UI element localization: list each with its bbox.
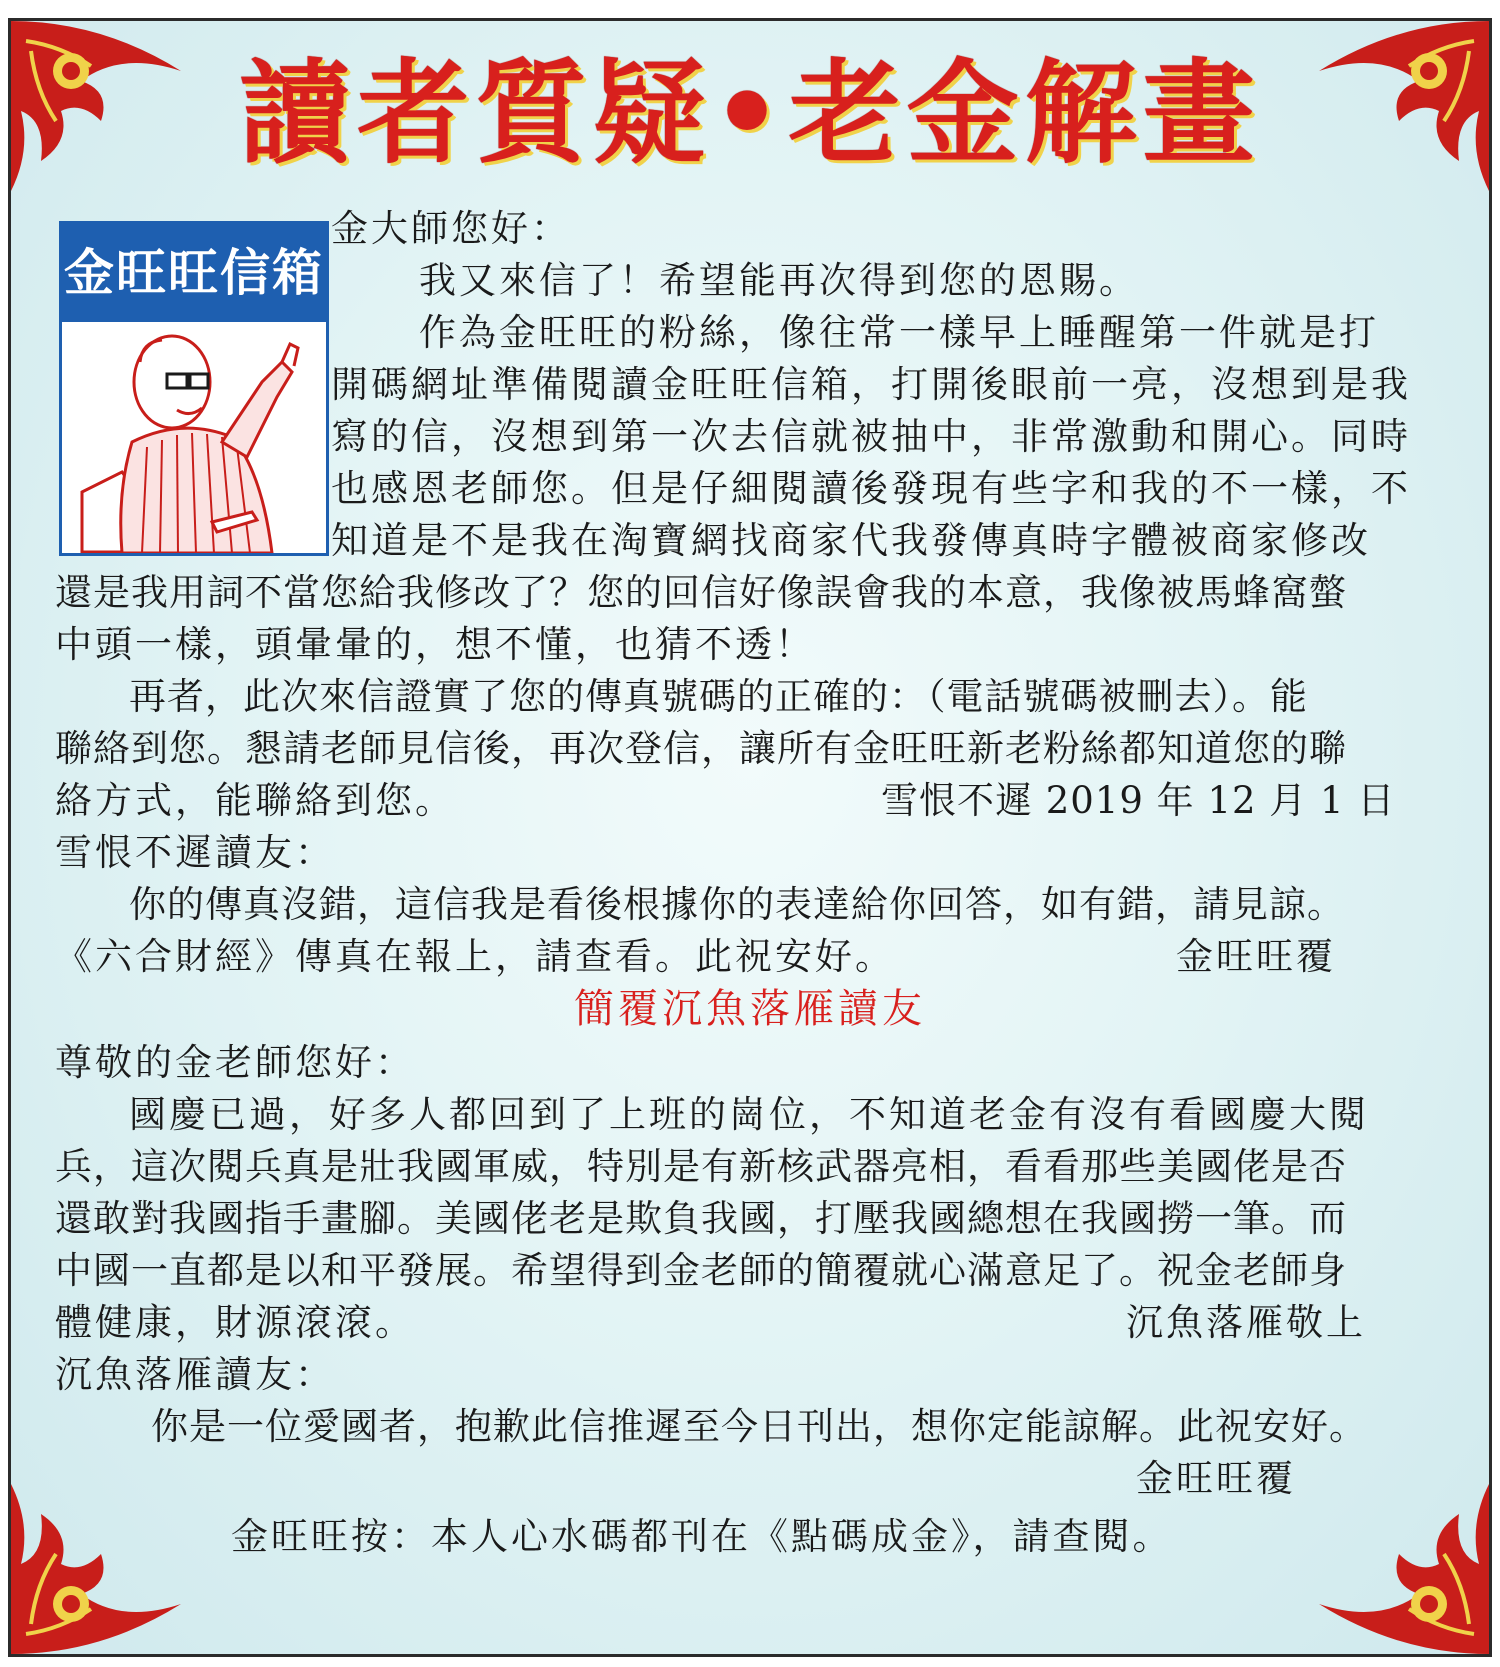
reply2-line: 你是一位愛國者，抱歉此信推遲至今日刊出，想你定能諒解。此祝安好。 [151, 1405, 1367, 1448]
letter1-signature: 雪恨不遲 2019 年 12 月 1 日 [881, 779, 1396, 822]
letter1-line: 作為金旺旺的粉絲，像往常一樣早上睡醒第一件就是打 [419, 311, 1379, 354]
reply2-greeting: 沉魚落雁讀友： [55, 1353, 335, 1396]
letter2-line: 體健康，財源滾滾。 [55, 1301, 415, 1344]
reply1-signature: 金旺旺覆 [1176, 935, 1336, 978]
letter2-line: 還敢對我國指手畫腳。美國佬老是欺負我國，打壓我國總想在我國撈一筆。而 [55, 1197, 1347, 1240]
letter1-line: 也感恩老師您。但是仔細閱讀後發現有些字和我的不一樣，不 [331, 467, 1411, 510]
corner-ornament-bottom-right [1309, 1474, 1492, 1657]
article-frame [8, 18, 1492, 1657]
letter1-line: 中頭一樣，頭暈暈的，想不懂，也猜不透！ [55, 623, 815, 666]
corner-ornament-bottom-left [8, 1474, 191, 1657]
letter2-line: 國慶已過，好多人都回到了上班的崗位，不知道老金有沒有看國慶大閱 [129, 1093, 1369, 1136]
letter1-line: 還是我用詞不當您給我修改了？您的回信好像誤會我的本意，我像被馬蜂窩螫 [55, 571, 1347, 614]
letter2-signature: 沉魚落雁敬上 [1126, 1301, 1366, 1344]
headline: 讀者質疑•老金解畫 [239, 48, 1261, 179]
man-pointing-illustration [62, 322, 326, 553]
letter2-line: 中國一直都是以和平發展。希望得到金老師的簡覆就心滿意足了。祝金老師身 [55, 1249, 1347, 1292]
letter1-line: 絡方式，能聯絡到您。 [55, 779, 455, 822]
reply2-signature: 金旺旺覆 [1136, 1457, 1296, 1500]
letter2-greeting: 尊敬的金老師您好： [55, 1041, 415, 1084]
footer-note: 金旺旺按：本人心水碼都刊在《點碼成金》，請查閱。 [231, 1515, 1173, 1558]
reply1-line: 《六合財經》傳真在報上，請查看。此祝安好。 [55, 935, 895, 978]
letter1-line: 我又來信了！希望能再次得到您的恩賜。 [419, 259, 1139, 302]
letter2-line: 兵，這次閱兵真是壯我國軍威，特別是有新核武器亮相，看看那些美國佬是否 [55, 1145, 1347, 1188]
reply1-line: 你的傳真沒錯，這信我是看後根據你的表達給你回答，如有錯，請見諒。 [129, 883, 1345, 926]
mailbox-label: 金旺旺信箱 [62, 224, 326, 322]
letter1-line: 知道是不是我在淘寶網找商家代我發傳真時字體被商家修改 [331, 519, 1371, 562]
letter1-greeting: 金大師您好： [331, 207, 571, 250]
letter1-line: 聯絡到您。懇請老師見信後，再次登信，讓所有金旺旺新老粉絲都知道您的聯 [55, 727, 1347, 770]
letter1-line: 寫的信，沒想到第一次去信就被抽中，非常激動和開心。同時 [331, 415, 1411, 458]
letter1-line: 再者，此次來信證實了您的傳真號碼的正確的：（電話號碼被刪去）。能 [129, 675, 1308, 718]
mailbox-logo [59, 221, 329, 556]
reply1-greeting: 雪恨不遲讀友： [55, 831, 335, 874]
letter1-line: 開碼網址準備閱讀金旺旺信箱，打開後眼前一亮，沒想到是我 [331, 363, 1411, 406]
section2-title: 簡覆沉魚落雁讀友 [574, 986, 926, 1032]
